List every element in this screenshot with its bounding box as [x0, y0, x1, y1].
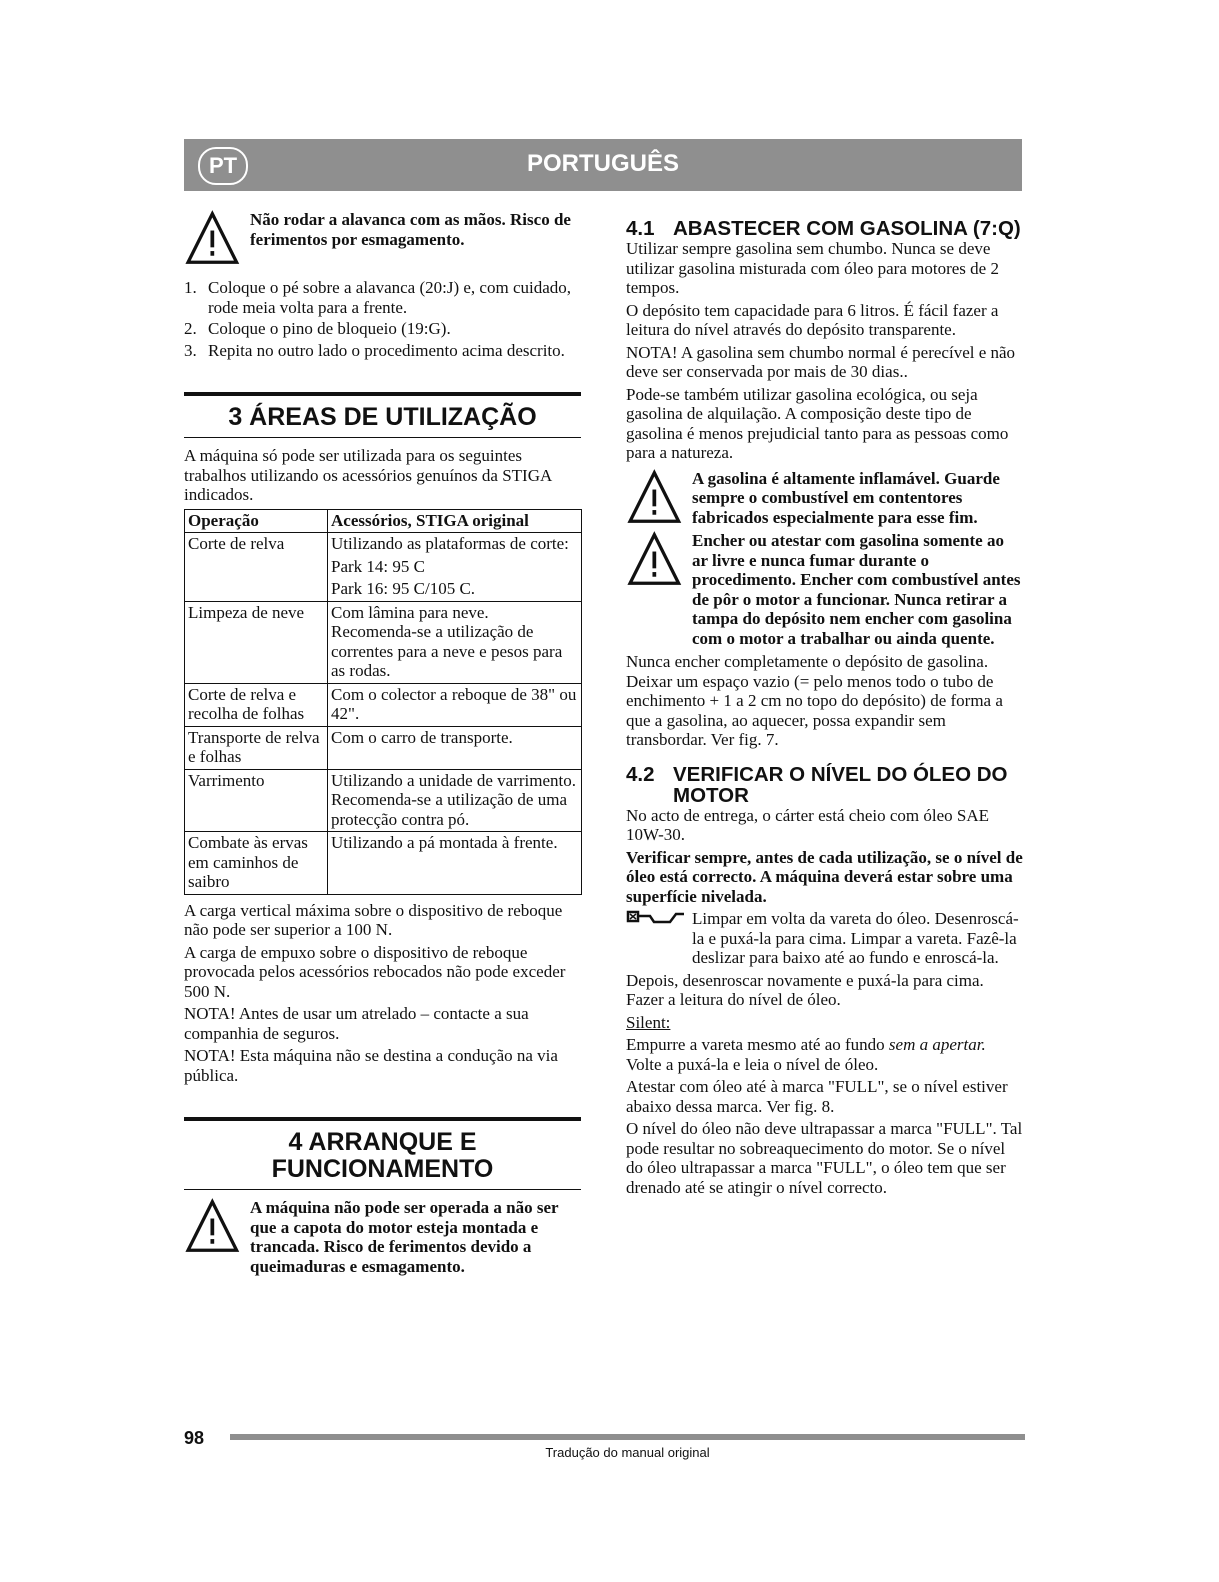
section-title: 3 ÁREAS DE UTILIZAÇÃO	[228, 403, 537, 431]
list-item: 1. Coloque o pé sobre a alavanca (20:J) e, com cuidado, rode meia volta para a frente.	[184, 278, 572, 317]
warning-triangle-icon	[626, 531, 692, 587]
paragraph: Nunca encher completamente o depósito de gasolina. Deixar um espaço vazio (= pelo menos todo o tubo de enchimento + 1 a 2 cm no topo do depósito) de forma a que a gasolina, ao aquecer, possa expandir sem transbordar. Ver fig. 7.	[626, 652, 1003, 749]
paragraph: O nível do óleo não deve ultrapassar a marca "FULL". Tal pode resultar no sobreaquecimento do motor. Se o nível do óleo ultrapassar a marca "FULL", o óleo tem que ser drenado até se atingir o nível correcto.	[626, 1119, 1023, 1197]
list-item: 3. Repita no outro lado o procedimento acima descrito.	[184, 340, 565, 360]
warning-text: A gasolina é altamente inflamável. Guarde sempre o combustível em contentores fabricados especialmente para esse fim.	[692, 468, 1000, 527]
section-3-heading	[184, 392, 581, 438]
language-badge: PT	[198, 147, 248, 185]
table-row: Varrimento Utilizando a unidade de varrimento. Recomenda-se a utilização de uma protecção contra pó.	[185, 769, 582, 832]
table-header: Operação	[185, 509, 328, 533]
page-number: 98	[184, 1428, 205, 1448]
warning-block	[184, 1198, 581, 1276]
paragraph: NOTA! Esta máquina não se destina a condução na via pública.	[184, 1046, 558, 1085]
warning-text: Não rodar a alavanca com as mãos. Risco de ferimentos por esmagamento.	[250, 210, 571, 249]
dipstick-instruction	[626, 909, 1023, 971]
paragraph: No acto de entrega, o cárter está cheio com óleo SAE 10W-30.	[626, 805, 989, 844]
left-column	[184, 210, 581, 1280]
warning-block	[184, 210, 581, 266]
warning-text: A máquina não pode ser operada a não ser que a capota do motor esteja montada e trancada. Risco de ferimentos devido a queimaduras e esmagamento.	[250, 1198, 559, 1276]
oil-dipstick-icon	[626, 909, 692, 927]
paragraph: Pode-se também utilizar gasolina ecológica, ou seja gasolina de alquilação. A composição deste tipo de gasolina é menos prejudicial tanto para as pessoas como para a natureza.	[626, 384, 1009, 462]
warning-text: Encher ou atestar com gasolina somente ao ar livre e nunca fumar durante o procedimento. Encher com combustível antes de pôr o motor a funcionar. Nunca retirar a tampa do depósito nem encher com gasolina com o motor a trabalhar ou ainda quente.	[692, 531, 1021, 648]
warning-block	[626, 469, 1023, 528]
subsection-4-1-heading: 4.1 ABASTECER COM GASOLINA (7:Q)	[626, 217, 1021, 240]
list-item: 2. Coloque o pino de bloqueio (19:G).	[184, 319, 451, 338]
steps-list	[184, 278, 581, 360]
paragraph: A máquina só pode ser utilizada para os seguintes trabalhos utilizando os acessórios genuínos da STIGA indicados.	[184, 446, 552, 504]
section-4-heading	[184, 1117, 581, 1190]
paragraph: A carga vertical máxima sobre o dispositivo de reboque não pode ser superior a 100 N.	[184, 900, 563, 939]
language-title: PORTUGUÊS	[526, 150, 679, 177]
right-column	[626, 210, 1023, 1200]
table-header-row	[185, 509, 582, 533]
paragraph: Utilizar sempre gasolina sem chumbo. Nunca se deve utilizar gasolina misturada com óleo para motores de 2 tempos.	[626, 239, 999, 297]
paragraph: NOTA! Antes de usar um atrelado – contacte a sua companhia de seguros.	[184, 1004, 529, 1043]
table-row: Limpeza de neve Com lâmina para neve. Recomenda-se a utilização de correntes para a neve e pesos para as rodas.	[185, 601, 582, 683]
paragraph: Limpar em volta da vareta do óleo. Desenroscá-la e puxá-la para cima. Limpar a vareta. Fazê-la deslizar para baixo até ao fundo e enroscá-la.	[692, 909, 1019, 967]
usage-table	[184, 509, 582, 895]
table-row: Corte de relva Utilizando as plataformas de corte: Park 14: 95 C Park 16: 95 C/105 C.	[185, 533, 582, 602]
paragraph: Empurre a vareta mesmo até ao fundo sem a apertar. Volte a puxá-la e leia o nível de óleo.	[626, 1035, 986, 1074]
warning-triangle-icon	[184, 1198, 250, 1254]
footer-rule	[230, 1434, 1025, 1440]
warning-triangle-icon	[626, 469, 692, 525]
silent-label: Silent:	[626, 1012, 671, 1032]
paragraph: O depósito tem capacidade para 6 litros. É fácil fazer a leitura do nível através do depósito transparente.	[626, 300, 999, 339]
table-row: Transporte de relva e folhas Com o carro de transporte.	[185, 726, 582, 769]
paragraph: A carga de empuxo sobre o dispositivo de reboque provocada pelos acessórios rebocados não pode exceder 500 N.	[184, 942, 566, 1001]
table-row: Combate às ervas em caminhos de saibro Utilizando a pá montada à frente.	[185, 832, 582, 895]
paragraph-bold: Verificar sempre, antes de cada utilização, se o nível de óleo está correcto. A máquina deverá estar sobre uma superfície nivelada.	[626, 847, 1023, 906]
table-header: Acessórios, STIGA original	[328, 509, 582, 533]
subsection-4-2-heading: 4.2 VERIFICAR O NÍVEL DO ÓLEO DO MOTOR	[626, 762, 1008, 807]
paragraph: Depois, desenroscar novamente e puxá-la para cima. Fazer a leitura do nível de óleo.	[626, 970, 984, 1009]
section-title: 4 ARRANQUE E FUNCIONAMENTO	[271, 1128, 494, 1183]
paragraph: NOTA! A gasolina sem chumbo normal é perecível e não deve ser conservada por mais de 30 dias..	[626, 342, 1016, 381]
footer-caption: Tradução do manual original	[545, 1445, 710, 1460]
warning-block	[626, 531, 1023, 648]
table-row: Corte de relva e recolha de folhas Com o colector a reboque de 38" ou 42".	[185, 683, 582, 726]
paragraph: Atestar com óleo até à marca "FULL", se o nível estiver abaixo dessa marca. Ver fig. 8.	[626, 1077, 1008, 1116]
warning-triangle-icon	[184, 210, 250, 266]
